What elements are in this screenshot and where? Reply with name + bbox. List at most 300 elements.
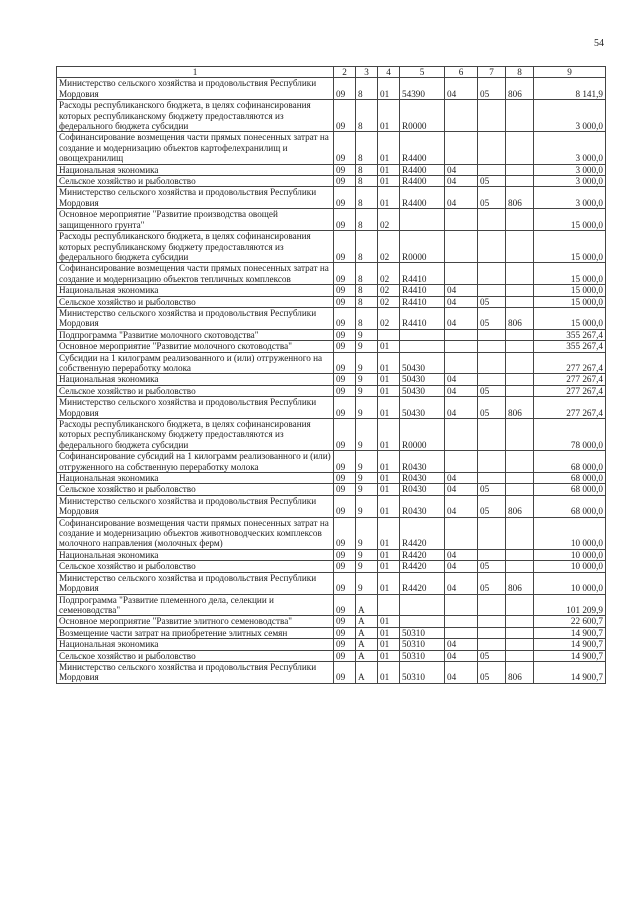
table-row xyxy=(57,661,606,683)
section-cell xyxy=(445,209,478,231)
subsection-cell xyxy=(478,473,506,484)
code-gp-cell: 09 xyxy=(334,78,356,100)
code-om-cell: 01 xyxy=(378,187,400,209)
code-gp-cell: 09 xyxy=(334,352,356,374)
code-om-cell: 01 xyxy=(378,78,400,100)
amount-cell: 68 000,0 xyxy=(534,495,606,517)
section-cell: 04 xyxy=(445,374,478,385)
budget-table xyxy=(56,66,606,684)
code-pp-cell: 9 xyxy=(356,352,378,374)
code-pp-cell: А xyxy=(356,616,378,627)
subsection-cell: 05 xyxy=(478,176,506,187)
amount-cell: 277 267,4 xyxy=(534,374,606,385)
row-name-cell: Министерство сельского хозяйства и продовольствия Республики Мордовия xyxy=(57,78,334,100)
table-row xyxy=(57,451,606,473)
code-direction-cell: 54390 xyxy=(400,78,445,100)
table-row xyxy=(57,341,606,352)
code-gp-cell: 09 xyxy=(334,100,356,132)
row-name-cell: Основное мероприятие "Развитие производства овощей защищенного грунта" xyxy=(57,209,334,231)
code-pp-cell: 9 xyxy=(356,419,378,451)
section-cell: 04 xyxy=(445,176,478,187)
code-gp-cell: 09 xyxy=(334,661,356,683)
header-cell: 9 xyxy=(534,67,606,78)
code-gp-cell: 09 xyxy=(334,307,356,329)
section-cell xyxy=(445,341,478,352)
code-gp-cell: 09 xyxy=(334,517,356,549)
row-name-cell: Министерство сельского хозяйства и продовольствия Республики Мордовия xyxy=(57,397,334,419)
table-row xyxy=(57,385,606,396)
section-cell xyxy=(445,451,478,473)
code-om-cell: 02 xyxy=(378,296,400,307)
ministry-cell xyxy=(506,164,534,175)
table-row xyxy=(57,419,606,451)
amount-cell: 10 000,0 xyxy=(534,549,606,560)
table-row xyxy=(57,473,606,484)
ministry-cell xyxy=(506,100,534,132)
ministry-cell xyxy=(506,209,534,231)
code-direction-cell: R4410 xyxy=(400,263,445,285)
code-pp-cell: 8 xyxy=(356,78,378,100)
code-om-cell: 01 xyxy=(378,397,400,419)
table-body xyxy=(57,67,606,684)
code-pp-cell: 8 xyxy=(356,100,378,132)
subsection-cell xyxy=(478,451,506,473)
row-name-cell: Сельское хозяйство и рыболовство xyxy=(57,385,334,396)
row-name-cell: Национальная экономика xyxy=(57,639,334,650)
code-gp-cell: 09 xyxy=(334,572,356,594)
ministry-cell: 806 xyxy=(506,572,534,594)
amount-cell: 3 000,0 xyxy=(534,132,606,164)
code-direction-cell: R4400 xyxy=(400,187,445,209)
code-gp-cell: 09 xyxy=(334,132,356,164)
header-cell: 4 xyxy=(378,67,400,78)
code-om-cell: 01 xyxy=(378,385,400,396)
ministry-cell xyxy=(506,594,534,616)
ministry-cell xyxy=(506,296,534,307)
code-pp-cell: 9 xyxy=(356,451,378,473)
table-row xyxy=(57,187,606,209)
code-om-cell: 01 xyxy=(378,517,400,549)
code-pp-cell: 8 xyxy=(356,209,378,231)
code-om-cell: 02 xyxy=(378,231,400,263)
row-name-cell: Национальная экономика xyxy=(57,164,334,175)
table-row xyxy=(57,164,606,175)
code-om-cell: 01 xyxy=(378,549,400,560)
code-direction-cell: R0430 xyxy=(400,495,445,517)
amount-cell: 15 000,0 xyxy=(534,296,606,307)
code-gp-cell: 09 xyxy=(334,164,356,175)
section-cell xyxy=(445,616,478,627)
subsection-cell: 05 xyxy=(478,307,506,329)
code-pp-cell: 8 xyxy=(356,285,378,296)
header-cell: 8 xyxy=(506,67,534,78)
code-om-cell: 01 xyxy=(378,176,400,187)
code-gp-cell: 09 xyxy=(334,639,356,650)
row-name-cell: Софинансирование возмещения части прямых понесенных затрат на создание и модернизацию объектов картофелехранилищ и овощехранилищ xyxy=(57,132,334,164)
amount-cell: 15 000,0 xyxy=(534,285,606,296)
code-gp-cell: 09 xyxy=(334,561,356,572)
ministry-cell xyxy=(506,561,534,572)
code-pp-cell: 9 xyxy=(356,572,378,594)
code-direction-cell: R4400 xyxy=(400,132,445,164)
ministry-cell: 806 xyxy=(506,495,534,517)
code-om-cell: 01 xyxy=(378,100,400,132)
subsection-cell: 05 xyxy=(478,572,506,594)
code-pp-cell: 8 xyxy=(356,176,378,187)
code-direction-cell xyxy=(400,209,445,231)
section-cell: 04 xyxy=(445,307,478,329)
amount-cell: 355 267,4 xyxy=(534,329,606,340)
code-gp-cell: 09 xyxy=(334,374,356,385)
table-row xyxy=(57,374,606,385)
amount-cell: 15 000,0 xyxy=(534,263,606,285)
section-cell xyxy=(445,517,478,549)
row-name-cell: Сельское хозяйство и рыболовство xyxy=(57,484,334,495)
table-row xyxy=(57,285,606,296)
header-cell: 2 xyxy=(334,67,356,78)
table-row xyxy=(57,329,606,340)
subsection-cell xyxy=(478,209,506,231)
code-gp-cell: 09 xyxy=(334,385,356,396)
code-direction-cell xyxy=(400,329,445,340)
ministry-cell xyxy=(506,263,534,285)
code-direction-cell: 50430 xyxy=(400,374,445,385)
header-cell: 5 xyxy=(400,67,445,78)
subsection-cell xyxy=(478,231,506,263)
code-gp-cell: 09 xyxy=(334,397,356,419)
code-direction-cell xyxy=(400,616,445,627)
table-row xyxy=(57,307,606,329)
table-row xyxy=(57,78,606,100)
ministry-cell xyxy=(506,352,534,374)
code-direction-cell: 50310 xyxy=(400,639,445,650)
code-pp-cell: А xyxy=(356,650,378,661)
amount-cell: 15 000,0 xyxy=(534,231,606,263)
code-om-cell: 01 xyxy=(378,352,400,374)
row-name-cell: Основное мероприятие "Развитие молочного скотоводства" xyxy=(57,341,334,352)
subsection-cell xyxy=(478,352,506,374)
code-gp-cell: 09 xyxy=(334,616,356,627)
row-name-cell: Софинансирование возмещения части прямых понесенных затрат на создание и модернизацию объектов животноводческих комплексов молочного направления (молочных ферм) xyxy=(57,517,334,549)
code-pp-cell: 9 xyxy=(356,397,378,419)
header-cell: 3 xyxy=(356,67,378,78)
row-name-cell: Расходы республиканского бюджета, в целях софинансирования которых республиканскому бюджету предоставляются из федерального бюджета субсидии xyxy=(57,419,334,451)
ministry-cell xyxy=(506,132,534,164)
code-pp-cell: 9 xyxy=(356,495,378,517)
ministry-cell: 806 xyxy=(506,307,534,329)
amount-cell: 101 209,9 xyxy=(534,594,606,616)
code-direction-cell: R4410 xyxy=(400,296,445,307)
table-row xyxy=(57,231,606,263)
table-row xyxy=(57,132,606,164)
amount-cell: 10 000,0 xyxy=(534,561,606,572)
section-cell: 04 xyxy=(445,473,478,484)
amount-cell: 68 000,0 xyxy=(534,451,606,473)
code-om-cell: 01 xyxy=(378,374,400,385)
code-direction-cell: 50430 xyxy=(400,385,445,396)
row-name-cell: Подпрограмма "Развитие молочного скотоводства" xyxy=(57,329,334,340)
section-cell xyxy=(445,419,478,451)
row-name-cell: Министерство сельского хозяйства и продовольствия Республики Мордовия xyxy=(57,661,334,683)
section-cell: 04 xyxy=(445,187,478,209)
code-pp-cell: 8 xyxy=(356,296,378,307)
section-cell xyxy=(445,263,478,285)
ministry-cell xyxy=(506,473,534,484)
code-direction-cell: 50310 xyxy=(400,661,445,683)
table-row xyxy=(57,572,606,594)
code-om-cell: 01 xyxy=(378,639,400,650)
subsection-cell xyxy=(478,263,506,285)
row-name-cell: Софинансирование субсидий на 1 килограмм реализованного и (или) отгруженного на собственную переработку молока xyxy=(57,451,334,473)
subsection-cell xyxy=(478,627,506,638)
code-direction-cell: R0000 xyxy=(400,100,445,132)
ministry-cell xyxy=(506,639,534,650)
amount-cell: 8 141,9 xyxy=(534,78,606,100)
code-gp-cell: 09 xyxy=(334,209,356,231)
table-row xyxy=(57,627,606,638)
amount-cell: 14 900,7 xyxy=(534,650,606,661)
amount-cell: 22 600,7 xyxy=(534,616,606,627)
code-pp-cell: А xyxy=(356,661,378,683)
code-pp-cell: 9 xyxy=(356,374,378,385)
code-gp-cell: 09 xyxy=(334,263,356,285)
section-cell xyxy=(445,100,478,132)
code-om-cell: 01 xyxy=(378,484,400,495)
subsection-cell xyxy=(478,329,506,340)
code-direction-cell: R0000 xyxy=(400,419,445,451)
code-pp-cell: 9 xyxy=(356,385,378,396)
subsection-cell: 05 xyxy=(478,385,506,396)
amount-cell: 14 900,7 xyxy=(534,627,606,638)
row-name-cell: Сельское хозяйство и рыболовство xyxy=(57,650,334,661)
amount-cell: 10 000,0 xyxy=(534,517,606,549)
section-cell xyxy=(445,352,478,374)
code-om-cell: 01 xyxy=(378,341,400,352)
table-row xyxy=(57,650,606,661)
code-gp-cell: 09 xyxy=(334,329,356,340)
section-cell xyxy=(445,329,478,340)
code-direction-cell: R4420 xyxy=(400,572,445,594)
code-pp-cell: 8 xyxy=(356,164,378,175)
row-name-cell: Национальная экономика xyxy=(57,374,334,385)
ministry-cell xyxy=(506,650,534,661)
code-direction-cell: R0000 xyxy=(400,231,445,263)
code-gp-cell: 09 xyxy=(334,187,356,209)
ministry-cell xyxy=(506,341,534,352)
code-direction-cell: R0430 xyxy=(400,484,445,495)
amount-cell: 15 000,0 xyxy=(534,209,606,231)
subsection-cell xyxy=(478,374,506,385)
code-gp-cell: 09 xyxy=(334,627,356,638)
code-pp-cell: 9 xyxy=(356,484,378,495)
table-row xyxy=(57,484,606,495)
code-gp-cell: 09 xyxy=(334,296,356,307)
code-pp-cell: 9 xyxy=(356,517,378,549)
code-gp-cell: 09 xyxy=(334,650,356,661)
ministry-cell xyxy=(506,484,534,495)
row-name-cell: Сельское хозяйство и рыболовство xyxy=(57,176,334,187)
code-gp-cell: 09 xyxy=(334,473,356,484)
ministry-cell xyxy=(506,616,534,627)
ministry-cell: 806 xyxy=(506,397,534,419)
ministry-cell: 806 xyxy=(506,661,534,683)
subsection-cell: 05 xyxy=(478,650,506,661)
subsection-cell: 05 xyxy=(478,661,506,683)
code-direction-cell: 50310 xyxy=(400,650,445,661)
row-name-cell: Подпрограмма "Развитие племенного дела, селекции и семеноводства" xyxy=(57,594,334,616)
code-direction-cell: R4400 xyxy=(400,164,445,175)
code-pp-cell: 8 xyxy=(356,263,378,285)
code-om-cell: 01 xyxy=(378,164,400,175)
subsection-cell xyxy=(478,616,506,627)
table-row xyxy=(57,176,606,187)
table-row xyxy=(57,209,606,231)
code-pp-cell: 9 xyxy=(356,561,378,572)
row-name-cell: Национальная экономика xyxy=(57,285,334,296)
table-row xyxy=(57,296,606,307)
code-direction-cell: R4420 xyxy=(400,549,445,560)
code-direction-cell: R0430 xyxy=(400,451,445,473)
amount-cell: 14 900,7 xyxy=(534,639,606,650)
section-cell xyxy=(445,627,478,638)
code-pp-cell: 9 xyxy=(356,329,378,340)
subsection-cell xyxy=(478,549,506,560)
amount-cell: 10 000,0 xyxy=(534,572,606,594)
section-cell: 04 xyxy=(445,385,478,396)
header-cell: 7 xyxy=(478,67,506,78)
amount-cell: 3 000,0 xyxy=(534,176,606,187)
section-cell: 04 xyxy=(445,661,478,683)
ministry-cell xyxy=(506,231,534,263)
amount-cell: 68 000,0 xyxy=(534,484,606,495)
table-row xyxy=(57,639,606,650)
subsection-cell: 05 xyxy=(478,187,506,209)
row-name-cell: Министерство сельского хозяйства и продовольствия Республики Мордовия xyxy=(57,307,334,329)
subsection-cell xyxy=(478,419,506,451)
section-cell: 04 xyxy=(445,572,478,594)
subsection-cell xyxy=(478,132,506,164)
code-om-cell: 01 xyxy=(378,661,400,683)
section-cell xyxy=(445,231,478,263)
amount-cell: 277 267,4 xyxy=(534,352,606,374)
code-gp-cell: 09 xyxy=(334,549,356,560)
row-name-cell: Сельское хозяйство и рыболовство xyxy=(57,561,334,572)
code-pp-cell: 8 xyxy=(356,187,378,209)
code-pp-cell: 8 xyxy=(356,231,378,263)
table-row xyxy=(57,263,606,285)
section-cell: 04 xyxy=(445,549,478,560)
subsection-cell: 05 xyxy=(478,78,506,100)
code-om-cell: 01 xyxy=(378,473,400,484)
section-cell: 04 xyxy=(445,78,478,100)
code-om-cell: 01 xyxy=(378,616,400,627)
code-gp-cell: 09 xyxy=(334,285,356,296)
code-om-cell: 01 xyxy=(378,419,400,451)
section-cell: 04 xyxy=(445,164,478,175)
table-row xyxy=(57,594,606,616)
code-gp-cell: 09 xyxy=(334,176,356,187)
amount-cell: 355 267,4 xyxy=(534,341,606,352)
code-gp-cell: 09 xyxy=(334,419,356,451)
ministry-cell xyxy=(506,627,534,638)
ministry-cell xyxy=(506,176,534,187)
row-name-cell: Основное мероприятие "Развитие элитного семеноводства" xyxy=(57,616,334,627)
ministry-cell xyxy=(506,517,534,549)
code-om-cell xyxy=(378,329,400,340)
code-direction-cell: R4410 xyxy=(400,307,445,329)
table-row xyxy=(57,100,606,132)
code-om-cell: 01 xyxy=(378,627,400,638)
code-direction-cell: 50430 xyxy=(400,352,445,374)
subsection-cell xyxy=(478,594,506,616)
code-direction-cell xyxy=(400,594,445,616)
table-row xyxy=(57,352,606,374)
header-cell: 6 xyxy=(445,67,478,78)
code-direction-cell: R4410 xyxy=(400,285,445,296)
amount-cell: 277 267,4 xyxy=(534,397,606,419)
row-name-cell: Расходы республиканского бюджета, в целях софинансирования которых республиканскому бюджету предоставляются из федерального бюджета субсидии xyxy=(57,100,334,132)
row-name-cell: Министерство сельского хозяйства и продовольствия Республики Мордовия xyxy=(57,495,334,517)
amount-cell: 3 000,0 xyxy=(534,164,606,175)
section-cell xyxy=(445,594,478,616)
code-direction-cell: R4420 xyxy=(400,517,445,549)
section-cell: 04 xyxy=(445,397,478,419)
ministry-cell: 806 xyxy=(506,187,534,209)
subsection-cell xyxy=(478,517,506,549)
ministry-cell xyxy=(506,385,534,396)
row-name-cell: Субсидии на 1 килограмм реализованного и (или) отгруженного на собственную переработку молока xyxy=(57,352,334,374)
row-name-cell: Сельское хозяйство и рыболовство xyxy=(57,296,334,307)
subsection-cell: 05 xyxy=(478,484,506,495)
ministry-cell: 806 xyxy=(506,78,534,100)
code-om-cell: 02 xyxy=(378,307,400,329)
ministry-cell xyxy=(506,451,534,473)
section-cell xyxy=(445,132,478,164)
subsection-cell xyxy=(478,341,506,352)
table-row xyxy=(57,397,606,419)
subsection-cell xyxy=(478,100,506,132)
code-direction-cell xyxy=(400,341,445,352)
section-cell: 04 xyxy=(445,484,478,495)
ministry-cell xyxy=(506,285,534,296)
table-row xyxy=(57,616,606,627)
code-gp-cell: 09 xyxy=(334,495,356,517)
code-om-cell: 01 xyxy=(378,495,400,517)
code-gp-cell: 09 xyxy=(334,484,356,495)
section-cell: 04 xyxy=(445,650,478,661)
amount-cell: 68 000,0 xyxy=(534,473,606,484)
code-pp-cell: А xyxy=(356,594,378,616)
amount-cell: 78 000,0 xyxy=(534,419,606,451)
code-om-cell xyxy=(378,594,400,616)
row-name-cell: Национальная экономика xyxy=(57,549,334,560)
code-om-cell: 01 xyxy=(378,650,400,661)
section-cell: 04 xyxy=(445,296,478,307)
table-row xyxy=(57,517,606,549)
amount-cell: 277 267,4 xyxy=(534,385,606,396)
amount-cell: 14 900,7 xyxy=(534,661,606,683)
code-gp-cell: 09 xyxy=(334,341,356,352)
ministry-cell xyxy=(506,329,534,340)
subsection-cell: 05 xyxy=(478,296,506,307)
code-direction-cell: 50310 xyxy=(400,627,445,638)
page-number: 54 xyxy=(594,38,604,49)
code-om-cell: 02 xyxy=(378,285,400,296)
subsection-cell: 05 xyxy=(478,561,506,572)
table-row xyxy=(57,495,606,517)
section-cell: 04 xyxy=(445,561,478,572)
code-direction-cell: R4400 xyxy=(400,176,445,187)
